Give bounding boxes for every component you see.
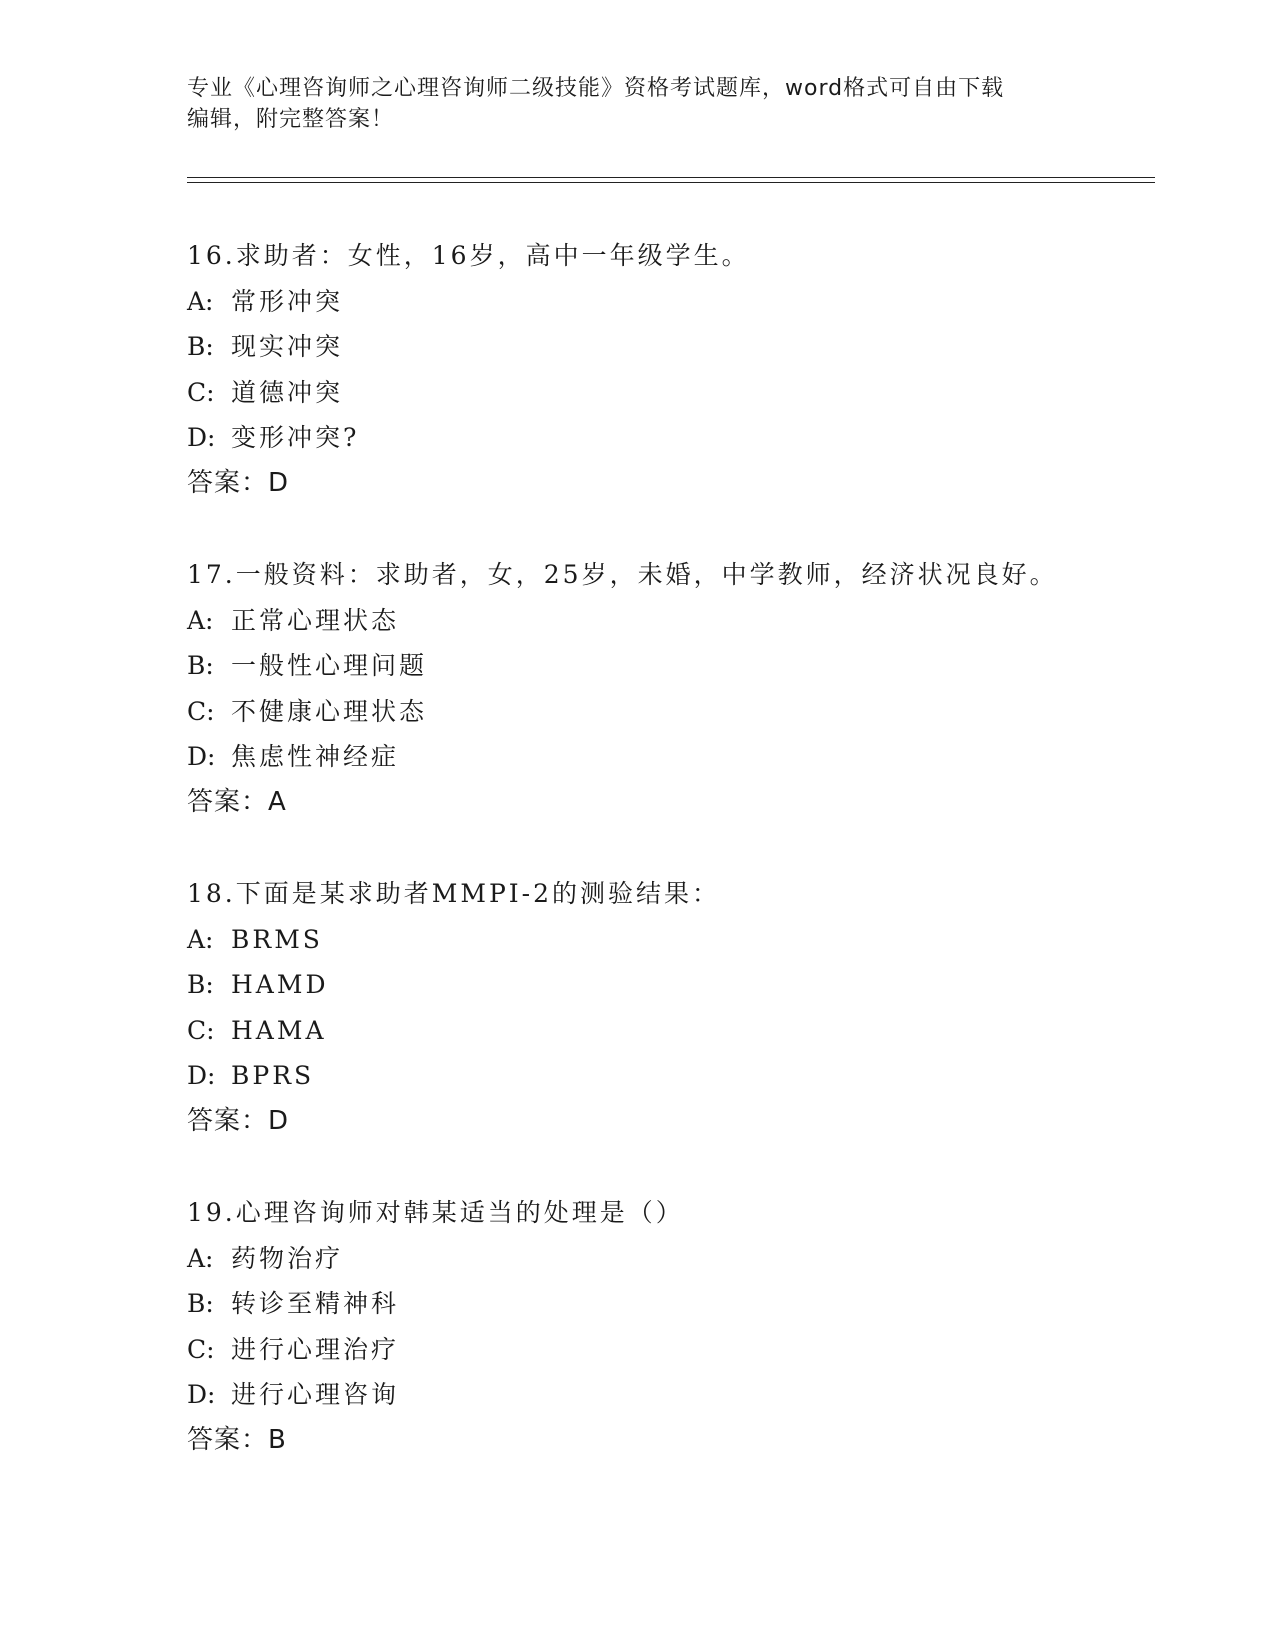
option-key: B: (187, 332, 214, 361)
option-text: BRMS (231, 924, 323, 954)
option-key: D: (187, 1061, 216, 1090)
option-text: HAMA (231, 1015, 327, 1045)
question-18 (187, 871, 1147, 1144)
option-d (187, 1372, 1147, 1418)
header-line-1: 专业《心理咨询师之心理咨询师二级技能》资格考试题库，word格式可自由下载 (187, 76, 1005, 101)
option-text: 正常心理状态 (231, 605, 400, 635)
option-text: BPRS (231, 1061, 315, 1090)
option-c (187, 1327, 1147, 1373)
option-text: 焦虑性神经症 (231, 742, 400, 771)
option-text: 药物治疗 (231, 1243, 344, 1273)
option-key: D: (187, 1380, 216, 1409)
option-text: 转诊至精神科 (231, 1289, 400, 1318)
answer-line: 答案：D (187, 467, 290, 498)
option-b (187, 962, 1147, 1008)
option-c (187, 370, 1147, 416)
option-text: 常形冲突 (231, 286, 344, 316)
option-b (187, 1281, 1147, 1327)
option-text: 现实冲突 (231, 332, 344, 361)
option-key: B: (187, 970, 214, 999)
question-stem: 16.求助者：女性，16岁，高中一年级学生。 (187, 241, 750, 270)
question-19 (187, 1190, 1147, 1463)
option-d (187, 734, 1147, 780)
option-key: C: (187, 377, 215, 407)
option-key: A: (187, 605, 214, 635)
option-a (187, 1236, 1147, 1282)
option-text: 一般性心理问题 (231, 651, 428, 680)
option-key: A: (187, 924, 214, 954)
option-b (187, 324, 1147, 370)
answer-line: 答案：D (187, 1105, 290, 1136)
option-text: 道德冲突 (231, 377, 344, 407)
option-key: D: (187, 742, 216, 771)
option-a (187, 598, 1147, 644)
question-stem: 19.心理咨询师对韩某适当的处理是（） (187, 1198, 684, 1227)
question-stem: 18.下面是某求助者MMPI-2的测验结果： (187, 879, 721, 908)
option-key: D: (187, 423, 216, 452)
option-text: 进行心理咨询 (231, 1380, 400, 1409)
option-a (187, 917, 1147, 963)
option-key: B: (187, 1289, 214, 1318)
option-text: HAMD (231, 970, 329, 999)
option-text: 变形冲突? (231, 423, 360, 452)
option-key: C: (187, 696, 215, 726)
question-16 (187, 233, 1147, 506)
option-d (187, 1053, 1147, 1099)
option-c (187, 1008, 1147, 1054)
header-divider-bottom (187, 182, 1155, 183)
option-c (187, 689, 1147, 735)
question-stem: 17.一般资料：求助者，女，25岁，未婚，中学教师，经济状况良好。 (187, 560, 1058, 589)
answer-line: 答案：B (187, 1424, 287, 1455)
answer-line: 答案：A (187, 786, 287, 817)
option-key: C: (187, 1015, 215, 1045)
option-key: A: (187, 286, 214, 316)
header-divider-top (187, 177, 1155, 178)
option-key: B: (187, 651, 214, 680)
option-d (187, 415, 1147, 461)
option-text: 不健康心理状态 (231, 696, 428, 726)
option-key: A: (187, 1243, 214, 1273)
option-a (187, 279, 1147, 325)
header-line-2: 编辑，附完整答案！ (187, 107, 395, 132)
option-b (187, 643, 1147, 689)
option-key: C: (187, 1334, 215, 1364)
option-text: 进行心理治疗 (231, 1334, 400, 1364)
question-17 (187, 552, 1147, 825)
document-header (187, 73, 1067, 135)
